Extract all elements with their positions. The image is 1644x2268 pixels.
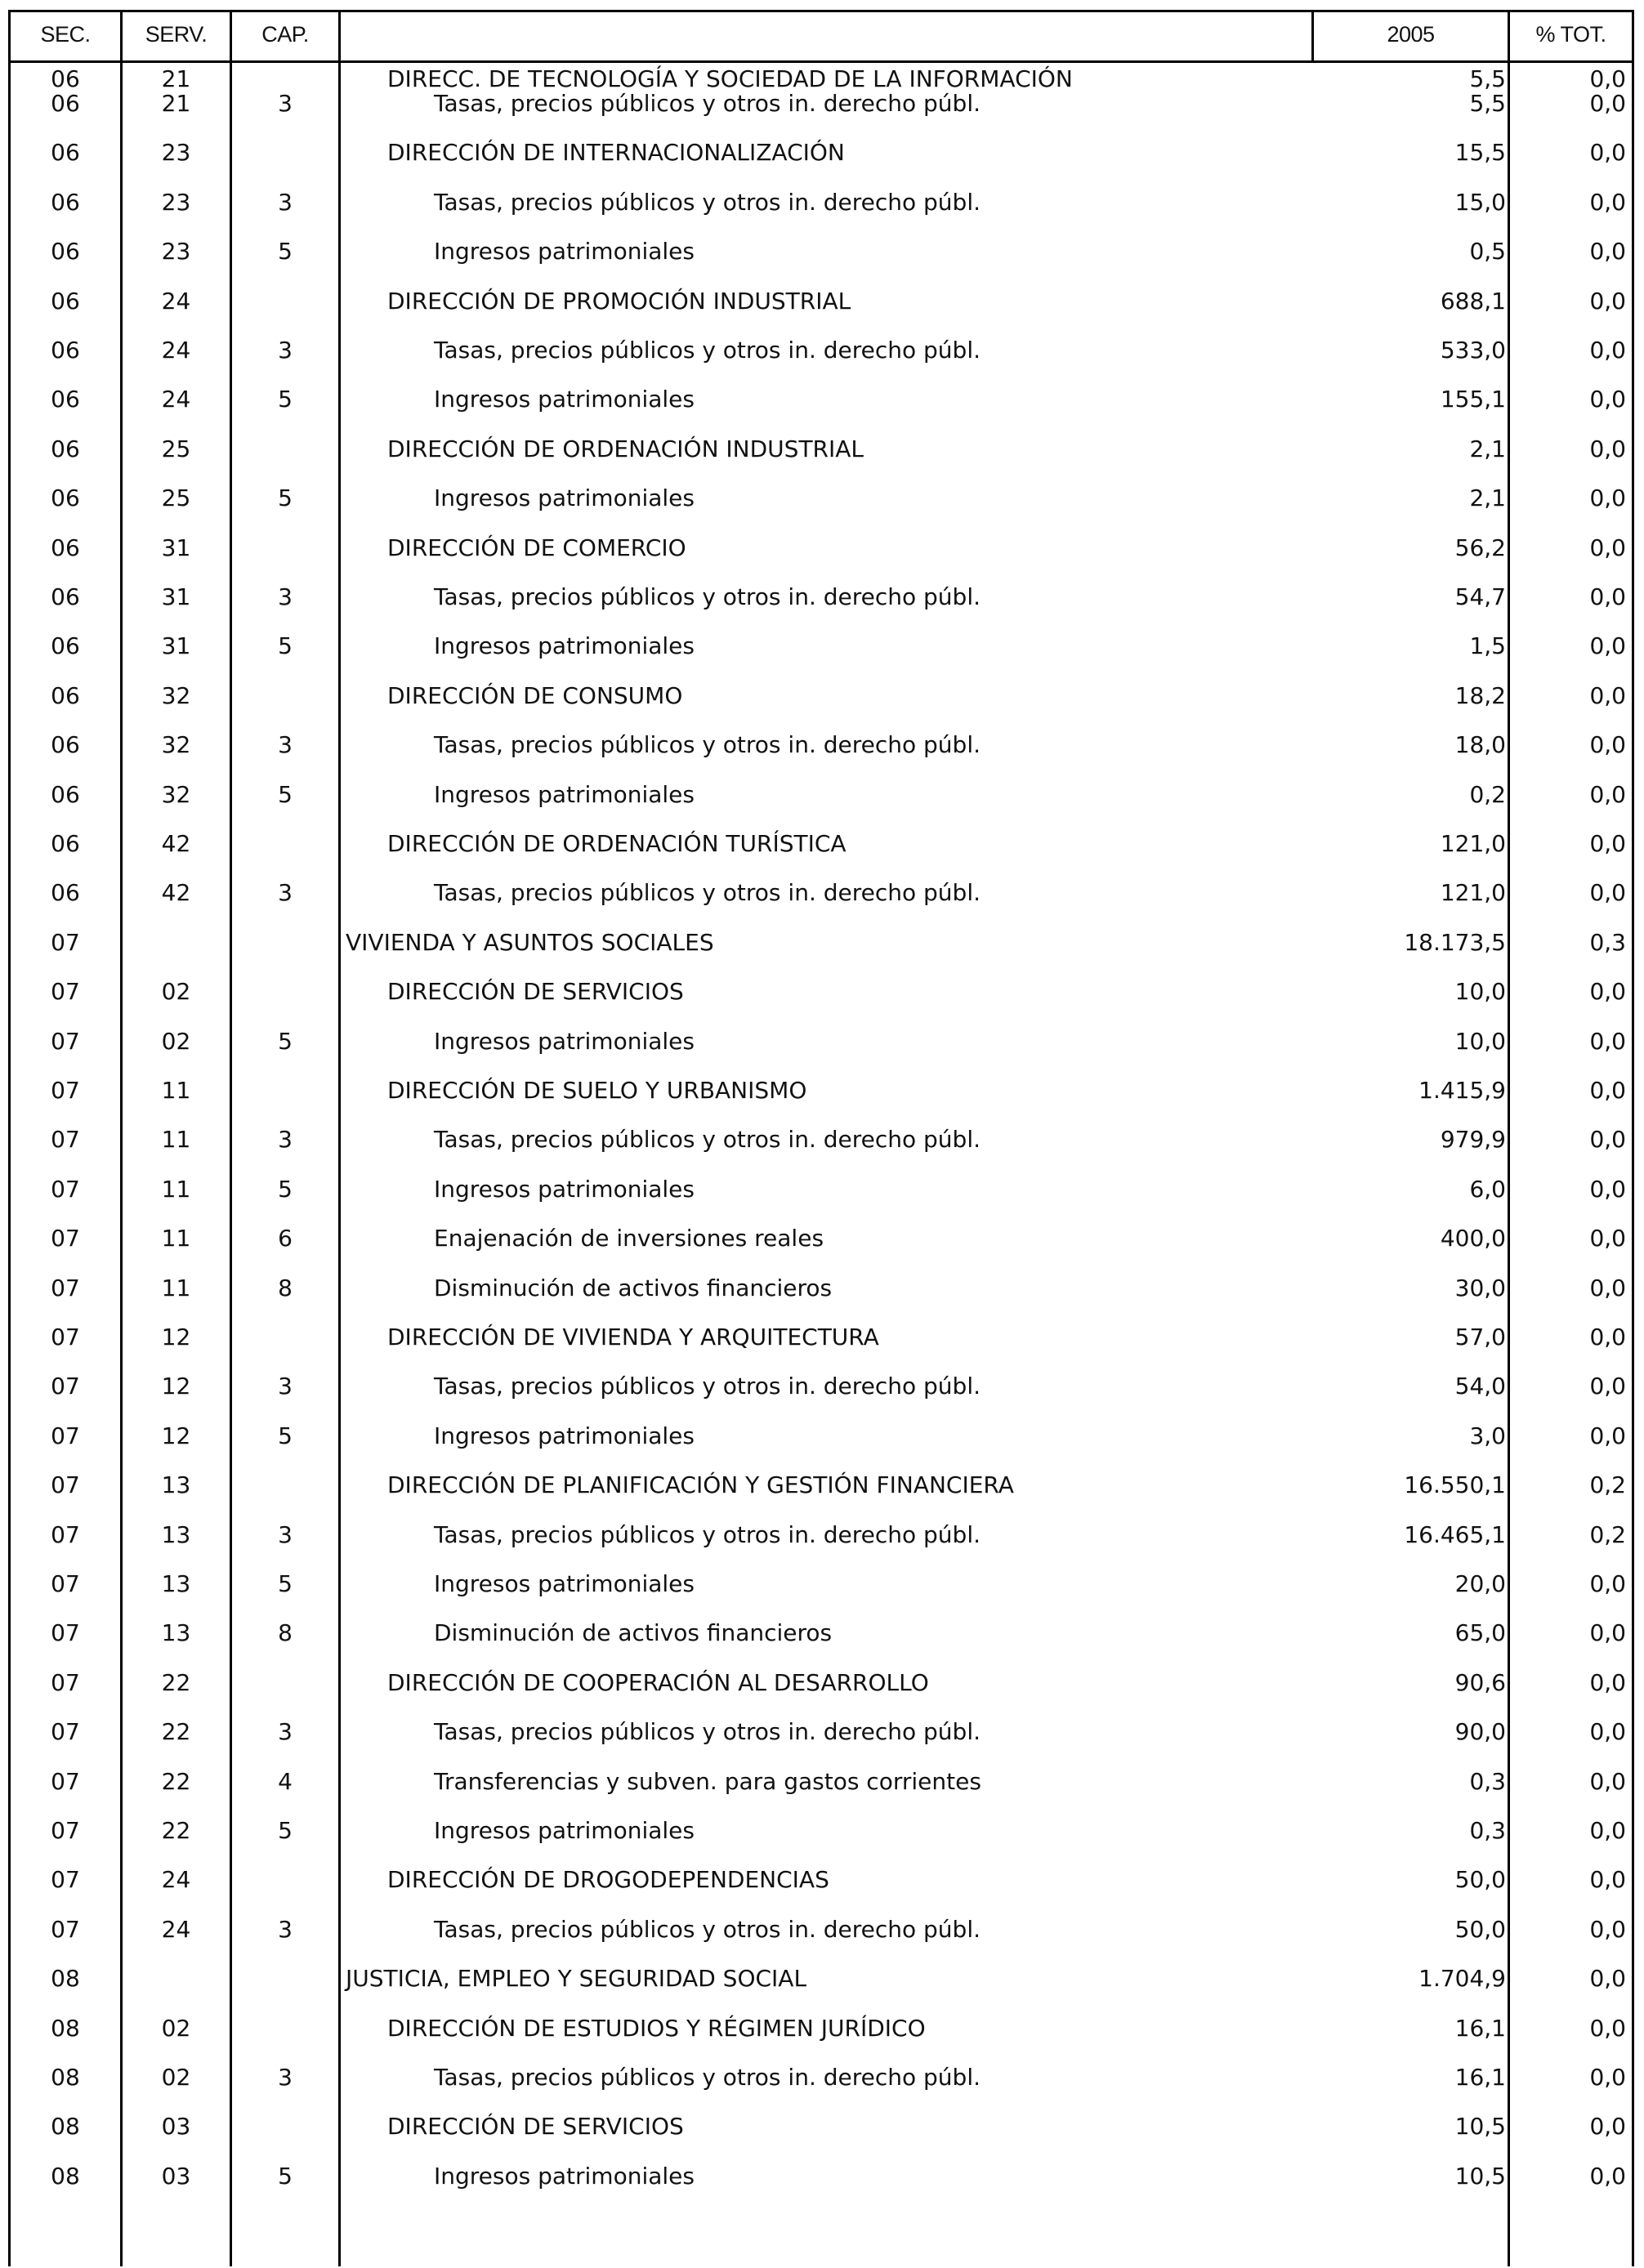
- table-row: [11, 235, 1632, 268]
- row-value-2005: 1,5: [1469, 632, 1506, 659]
- row-percent-total: 0,0: [1589, 90, 1626, 117]
- row-description: Ingresos patrimoniales: [434, 484, 695, 511]
- table-row: [11, 1272, 1632, 1305]
- row-percent-total: 0,0: [1589, 484, 1626, 511]
- row-sec: 06: [51, 830, 80, 857]
- row-sec: 06: [51, 386, 80, 413]
- row-description: Ingresos patrimoniales: [434, 1817, 695, 1844]
- row-cap: 6: [278, 1225, 293, 1252]
- table-row: [11, 383, 1632, 416]
- table-row: [11, 1519, 1632, 1551]
- row-cap: 5: [278, 781, 293, 808]
- row-serv: 31: [161, 534, 191, 561]
- row-sec: 06: [51, 484, 80, 511]
- row-serv: 24: [161, 386, 191, 413]
- row-cap: 3: [278, 189, 293, 216]
- row-serv: 03: [161, 2113, 191, 2140]
- row-percent-total: 0,0: [1589, 1126, 1626, 1153]
- row-description: DIRECCIÓN DE PLANIFICACIÓN Y GESTIÓN FINANCIERA: [387, 1471, 1014, 1498]
- row-cap: 8: [278, 1619, 293, 1646]
- row-description: Tasas, precios públicos y otros in. derecho públ.: [434, 1916, 981, 1943]
- row-cap: 3: [278, 583, 293, 610]
- row-sec: 07: [51, 1521, 80, 1548]
- row-cap: 5: [278, 1176, 293, 1203]
- row-sec: 07: [51, 1669, 80, 1696]
- row-sec: 08: [51, 2163, 80, 2190]
- row-cap: 3: [278, 879, 293, 906]
- row-sec: 07: [51, 1028, 80, 1055]
- row-serv: 22: [161, 1768, 191, 1795]
- table-row: [11, 2061, 1632, 2094]
- row-percent-total: 0,0: [1589, 1916, 1626, 1943]
- row-sec: 08: [51, 2015, 80, 2042]
- row-percent-total: 0,0: [1589, 879, 1626, 906]
- row-serv: 11: [161, 1176, 191, 1203]
- row-sec: 06: [51, 781, 80, 808]
- table-row: [11, 433, 1632, 466]
- table-row: [11, 186, 1632, 219]
- row-sec: 07: [51, 1916, 80, 1943]
- row-percent-total: 0,0: [1589, 583, 1626, 610]
- row-sec: 08: [51, 1965, 80, 1992]
- row-description: Ingresos patrimoniales: [434, 632, 695, 659]
- table-row: [11, 1617, 1632, 1650]
- row-value-2005: 54,0: [1454, 1373, 1506, 1400]
- row-cap: 5: [278, 2163, 293, 2190]
- row-percent-total: 0,0: [1589, 386, 1626, 413]
- table-row: [11, 285, 1632, 318]
- table-row: [11, 2110, 1632, 2143]
- row-value-2005: 65,0: [1454, 1619, 1506, 1646]
- row-serv: 21: [161, 90, 191, 117]
- row-value-2005: 30,0: [1454, 1275, 1506, 1301]
- row-serv: 13: [161, 1471, 191, 1498]
- row-value-2005: 0,2: [1469, 781, 1506, 808]
- row-percent-total: 0,0: [1589, 435, 1626, 462]
- row-percent-total: 0,0: [1589, 1373, 1626, 1400]
- header-sec: SEC.: [40, 22, 91, 47]
- row-sec: 07: [51, 1324, 80, 1351]
- row-cap: 3: [278, 1126, 293, 1153]
- row-cap: 5: [278, 1570, 293, 1597]
- table-row: [11, 1815, 1632, 1847]
- row-value-2005: 10,0: [1454, 1028, 1506, 1055]
- row-cap: 5: [278, 1422, 293, 1449]
- row-serv: 11: [161, 1225, 191, 1252]
- row-cap: 3: [278, 1718, 293, 1745]
- row-serv: 23: [161, 189, 191, 216]
- row-description: Enajenación de inversiones reales: [434, 1225, 824, 1252]
- header-year: 2005: [1387, 22, 1435, 47]
- header-description: [341, 12, 1311, 60]
- row-sec: 06: [51, 632, 80, 659]
- row-sec: 07: [51, 1619, 80, 1646]
- row-description: DIRECC. DE TECNOLOGÍA Y SOCIEDAD DE LA INFORMACIÓN: [387, 65, 1073, 92]
- row-serv: 25: [161, 484, 191, 511]
- row-sec: 06: [51, 65, 80, 92]
- row-cap: 3: [278, 1373, 293, 1400]
- table-row: [11, 2160, 1632, 2193]
- row-serv: 22: [161, 1817, 191, 1844]
- row-percent-total: 0,0: [1589, 65, 1626, 92]
- table-row: [11, 877, 1632, 909]
- row-sec: 07: [51, 1275, 80, 1301]
- row-sec: 07: [51, 929, 80, 956]
- row-serv: 02: [161, 1028, 191, 1055]
- row-serv: 24: [161, 337, 191, 364]
- table-row: [11, 1716, 1632, 1748]
- row-sec: 08: [51, 2113, 80, 2140]
- row-value-2005: 121,0: [1440, 879, 1506, 906]
- row-percent-total: 0,0: [1589, 1570, 1626, 1597]
- row-percent-total: 0,0: [1589, 1275, 1626, 1301]
- row-cap: 3: [278, 2064, 293, 2091]
- row-sec: 06: [51, 731, 80, 758]
- row-serv: 02: [161, 2064, 191, 2091]
- row-serv: 22: [161, 1669, 191, 1696]
- row-description: DIRECCIÓN DE PROMOCIÓN INDUSTRIAL: [387, 288, 851, 315]
- row-description: DIRECCIÓN DE VIVIENDA Y ARQUITECTURA: [387, 1324, 879, 1351]
- row-description: Tasas, precios públicos y otros in. derecho públ.: [434, 879, 981, 906]
- row-value-2005: 10,5: [1454, 2163, 1506, 2190]
- row-value-2005: 979,9: [1440, 1126, 1506, 1153]
- row-value-2005: 1.704,9: [1418, 1965, 1506, 1992]
- row-value-2005: 533,0: [1440, 337, 1506, 364]
- row-sec: 06: [51, 238, 80, 265]
- row-percent-total: 0,0: [1589, 2113, 1626, 2140]
- row-sec: 06: [51, 288, 80, 315]
- row-percent-total: 0,0: [1589, 1965, 1626, 1992]
- table-row: [11, 87, 1632, 120]
- row-value-2005: 5,5: [1469, 90, 1506, 117]
- row-serv: 42: [161, 830, 191, 857]
- row-serv: 12: [161, 1324, 191, 1351]
- row-serv: 42: [161, 879, 191, 906]
- row-sec: 07: [51, 1077, 80, 1104]
- row-description: Tasas, precios públicos y otros in. derecho públ.: [434, 583, 981, 610]
- row-value-2005: 18.173,5: [1404, 929, 1506, 956]
- row-serv: 25: [161, 435, 191, 462]
- row-serv: 11: [161, 1126, 191, 1153]
- row-cap: 5: [278, 484, 293, 511]
- row-cap: 3: [278, 90, 293, 117]
- row-description: Disminución de activos financieros: [434, 1275, 833, 1301]
- row-sec: 07: [51, 1866, 80, 1893]
- row-percent-total: 0,0: [1589, 2064, 1626, 2091]
- table-row: [11, 1568, 1632, 1601]
- row-sec: 07: [51, 1718, 80, 1745]
- row-serv: 13: [161, 1619, 191, 1646]
- table-row: [11, 482, 1632, 515]
- row-percent-total: 0,0: [1589, 1866, 1626, 1893]
- table-row: [11, 1321, 1632, 1354]
- table-header: [11, 12, 1632, 63]
- row-description: DIRECCIÓN DE CONSUMO: [387, 682, 683, 709]
- row-serv: 24: [161, 1916, 191, 1943]
- row-value-2005: 20,0: [1454, 1570, 1506, 1597]
- header-serv: SERV.: [145, 22, 208, 47]
- table-row: [11, 1420, 1632, 1453]
- row-description: DIRECCIÓN DE SERVICIOS: [387, 2113, 684, 2140]
- table-row: [11, 828, 1632, 860]
- table-row: [11, 680, 1632, 712]
- row-cap: 5: [278, 386, 293, 413]
- row-serv: 11: [161, 1275, 191, 1301]
- row-value-2005: 400,0: [1440, 1225, 1506, 1252]
- row-sec: 07: [51, 1817, 80, 1844]
- row-value-2005: 90,0: [1454, 1718, 1506, 1745]
- row-percent-total: 0,0: [1589, 1669, 1626, 1696]
- row-percent-total: 0,0: [1589, 2163, 1626, 2190]
- row-description: Ingresos patrimoniales: [434, 1570, 695, 1597]
- table-row: [11, 136, 1632, 169]
- row-serv: 32: [161, 781, 191, 808]
- row-value-2005: 16.465,1: [1404, 1521, 1506, 1548]
- row-description: Tasas, precios públicos y otros in. derecho públ.: [434, 189, 981, 216]
- row-sec: 06: [51, 879, 80, 906]
- row-description: DIRECCIÓN DE ORDENACIÓN INDUSTRIAL: [387, 435, 864, 462]
- row-description: DIRECCIÓN DE ORDENACIÓN TURÍSTICA: [387, 830, 847, 857]
- row-percent-total: 0,0: [1589, 781, 1626, 808]
- row-sec: 07: [51, 1225, 80, 1252]
- row-value-2005: 18,0: [1454, 731, 1506, 758]
- row-percent-total: 0,0: [1589, 139, 1626, 166]
- table-row: [11, 1370, 1632, 1403]
- row-sec: 06: [51, 90, 80, 117]
- row-description: Ingresos patrimoniales: [434, 781, 695, 808]
- row-cap: 5: [278, 632, 293, 659]
- row-serv: 02: [161, 2015, 191, 2042]
- row-cap: 3: [278, 1916, 293, 1943]
- table-row: [11, 1173, 1632, 1206]
- row-serv: 22: [161, 1718, 191, 1745]
- row-description: Ingresos patrimoniales: [434, 1422, 695, 1449]
- row-value-2005: 16,1: [1454, 2064, 1506, 2091]
- row-description: Tasas, precios públicos y otros in. derecho públ.: [434, 90, 981, 117]
- row-percent-total: 0,0: [1589, 1422, 1626, 1449]
- row-value-2005: 1.415,9: [1418, 1077, 1506, 1104]
- row-value-2005: 56,2: [1454, 534, 1506, 561]
- table-row: [11, 630, 1632, 663]
- row-description: Ingresos patrimoniales: [434, 386, 695, 413]
- table-row: [11, 1123, 1632, 1156]
- row-percent-total: 0,0: [1589, 1324, 1626, 1351]
- row-sec: 07: [51, 1768, 80, 1795]
- table-row: [11, 532, 1632, 565]
- row-description: DIRECCIÓN DE SERVICIOS: [387, 978, 684, 1005]
- row-percent-total: 0,0: [1589, 1225, 1626, 1252]
- row-serv: 31: [161, 583, 191, 610]
- row-percent-total: 0,0: [1589, 288, 1626, 315]
- table-row: [11, 976, 1632, 1008]
- row-percent-total: 0,0: [1589, 2015, 1626, 2042]
- row-serv: 02: [161, 978, 191, 1005]
- row-value-2005: 0,3: [1469, 1768, 1506, 1795]
- table-row: [11, 1469, 1632, 1502]
- row-sec: 07: [51, 1126, 80, 1153]
- row-cap: 3: [278, 1521, 293, 1548]
- row-value-2005: 3,0: [1469, 1422, 1506, 1449]
- row-description: DIRECCIÓN DE COMERCIO: [387, 534, 686, 561]
- table-row: [11, 2012, 1632, 2045]
- table-row: [11, 1962, 1632, 1995]
- row-serv: 13: [161, 1570, 191, 1597]
- row-serv: 23: [161, 238, 191, 265]
- row-percent-total: 0,0: [1589, 682, 1626, 709]
- row-percent-total: 0,0: [1589, 1077, 1626, 1104]
- row-sec: 06: [51, 682, 80, 709]
- row-value-2005: 6,0: [1469, 1176, 1506, 1203]
- row-sec: 06: [51, 435, 80, 462]
- row-serv: 21: [161, 65, 191, 92]
- row-value-2005: 15,0: [1454, 189, 1506, 216]
- row-cap: 5: [278, 1028, 293, 1055]
- row-sec: 07: [51, 1471, 80, 1498]
- row-description: Disminución de activos financieros: [434, 1619, 833, 1646]
- row-value-2005: 121,0: [1440, 830, 1506, 857]
- row-cap: 5: [278, 1817, 293, 1844]
- row-value-2005: 10,5: [1454, 2113, 1506, 2140]
- row-value-2005: 90,6: [1454, 1669, 1506, 1696]
- table-row: [11, 1766, 1632, 1798]
- row-value-2005: 16.550,1: [1404, 1471, 1506, 1498]
- row-percent-total: 0,2: [1589, 1521, 1626, 1548]
- row-description: Tasas, precios públicos y otros in. derecho públ.: [434, 731, 981, 758]
- table-row: [11, 729, 1632, 761]
- row-serv: 32: [161, 731, 191, 758]
- row-description: Tasas, precios públicos y otros in. derecho públ.: [434, 1718, 981, 1745]
- row-cap: 3: [278, 337, 293, 364]
- row-description: VIVIENDA Y ASUNTOS SOCIALES: [346, 929, 714, 956]
- row-percent-total: 0,0: [1589, 238, 1626, 265]
- table-row: [11, 1667, 1632, 1699]
- row-value-2005: 54,7: [1454, 583, 1506, 610]
- row-value-2005: 50,0: [1454, 1916, 1506, 1943]
- row-value-2005: 688,1: [1440, 288, 1506, 315]
- row-percent-total: 0,0: [1589, 1817, 1626, 1844]
- row-cap: 5: [278, 238, 293, 265]
- table-row: [11, 1864, 1632, 1896]
- row-value-2005: 57,0: [1454, 1324, 1506, 1351]
- row-description: DIRECCIÓN DE COOPERACIÓN AL DESARROLLO: [387, 1669, 929, 1696]
- row-description: Tasas, precios públicos y otros in. derecho públ.: [434, 2064, 981, 2091]
- row-description: Ingresos patrimoniales: [434, 238, 695, 265]
- row-description: Ingresos patrimoniales: [434, 2163, 695, 2190]
- table-row: [11, 779, 1632, 811]
- table-row: [11, 334, 1632, 367]
- row-percent-total: 0,0: [1589, 1768, 1626, 1795]
- row-description: Tasas, precios públicos y otros in. derecho públ.: [434, 1521, 981, 1548]
- row-description: DIRECCIÓN DE ESTUDIOS Y RÉGIMEN JURÍDICO: [387, 2015, 926, 2042]
- row-serv: 23: [161, 139, 191, 166]
- row-serv: 11: [161, 1077, 191, 1104]
- table-row: [11, 926, 1632, 959]
- row-sec: 07: [51, 1176, 80, 1203]
- row-description: Tasas, precios públicos y otros in. derecho públ.: [434, 1373, 981, 1400]
- row-sec: 08: [51, 2064, 80, 2091]
- row-description: Ingresos patrimoniales: [434, 1176, 695, 1203]
- row-percent-total: 0,0: [1589, 731, 1626, 758]
- row-value-2005: 50,0: [1454, 1866, 1506, 1893]
- row-value-2005: 2,1: [1469, 435, 1506, 462]
- row-serv: 12: [161, 1373, 191, 1400]
- row-percent-total: 0,3: [1589, 929, 1626, 956]
- row-value-2005: 0,5: [1469, 238, 1506, 265]
- row-value-2005: 16,1: [1454, 2015, 1506, 2042]
- row-percent-total: 0,0: [1589, 1619, 1626, 1646]
- budget-table: [8, 10, 1634, 2266]
- header-percent-total: % TOT.: [1535, 22, 1606, 47]
- row-value-2005: 0,3: [1469, 1817, 1506, 1844]
- row-description: JUSTICIA, EMPLEO Y SEGURIDAD SOCIAL: [346, 1965, 807, 1992]
- row-percent-total: 0,0: [1589, 337, 1626, 364]
- row-sec: 07: [51, 1570, 80, 1597]
- row-cap: 3: [278, 731, 293, 758]
- table-row: [11, 1074, 1632, 1107]
- row-description: Tasas, precios públicos y otros in. derecho públ.: [434, 337, 981, 364]
- row-sec: 07: [51, 1373, 80, 1400]
- row-percent-total: 0,0: [1589, 1028, 1626, 1055]
- row-percent-total: 0,0: [1589, 978, 1626, 1005]
- row-sec: 06: [51, 139, 80, 166]
- row-value-2005: 10,0: [1454, 978, 1506, 1005]
- row-sec: 07: [51, 978, 80, 1005]
- row-value-2005: 18,2: [1454, 682, 1506, 709]
- row-percent-total: 0,0: [1589, 830, 1626, 857]
- row-serv: 03: [161, 2163, 191, 2190]
- table-row: [11, 581, 1632, 614]
- row-description: Transferencias y subven. para gastos corrientes: [434, 1768, 981, 1795]
- row-cap: 4: [278, 1768, 293, 1795]
- row-sec: 06: [51, 189, 80, 216]
- row-value-2005: 155,1: [1440, 386, 1506, 413]
- row-serv: 31: [161, 632, 191, 659]
- row-sec: 06: [51, 534, 80, 561]
- row-serv: 12: [161, 1422, 191, 1449]
- header-cap: CAP.: [261, 22, 309, 47]
- row-serv: 13: [161, 1521, 191, 1548]
- row-value-2005: 15,5: [1454, 139, 1506, 166]
- row-percent-total: 0,0: [1589, 1718, 1626, 1745]
- row-value-2005: 2,1: [1469, 484, 1506, 511]
- row-serv: 32: [161, 682, 191, 709]
- row-sec: 06: [51, 337, 80, 364]
- row-serv: 24: [161, 288, 191, 315]
- table-row: [11, 1222, 1632, 1255]
- row-cap: 8: [278, 1275, 293, 1301]
- row-description: DIRECCIÓN DE INTERNACIONALIZACIÓN: [387, 139, 845, 166]
- row-percent-total: 0,0: [1589, 534, 1626, 561]
- table-row: [11, 1025, 1632, 1058]
- row-percent-total: 0,0: [1589, 189, 1626, 216]
- row-value-2005: 5,5: [1469, 65, 1506, 92]
- row-description: Tasas, precios públicos y otros in. derecho públ.: [434, 1126, 981, 1153]
- row-percent-total: 0,0: [1589, 632, 1626, 659]
- row-description: DIRECCIÓN DE DROGODEPENDENCIAS: [387, 1866, 829, 1893]
- row-sec: 06: [51, 583, 80, 610]
- table-row: [11, 1913, 1632, 1946]
- row-sec: 07: [51, 1422, 80, 1449]
- row-percent-total: 0,0: [1589, 1176, 1626, 1203]
- row-percent-total: 0,2: [1589, 1471, 1626, 1498]
- row-serv: 24: [161, 1866, 191, 1893]
- row-description: DIRECCIÓN DE SUELO Y URBANISMO: [387, 1077, 807, 1104]
- row-description: Ingresos patrimoniales: [434, 1028, 695, 1055]
